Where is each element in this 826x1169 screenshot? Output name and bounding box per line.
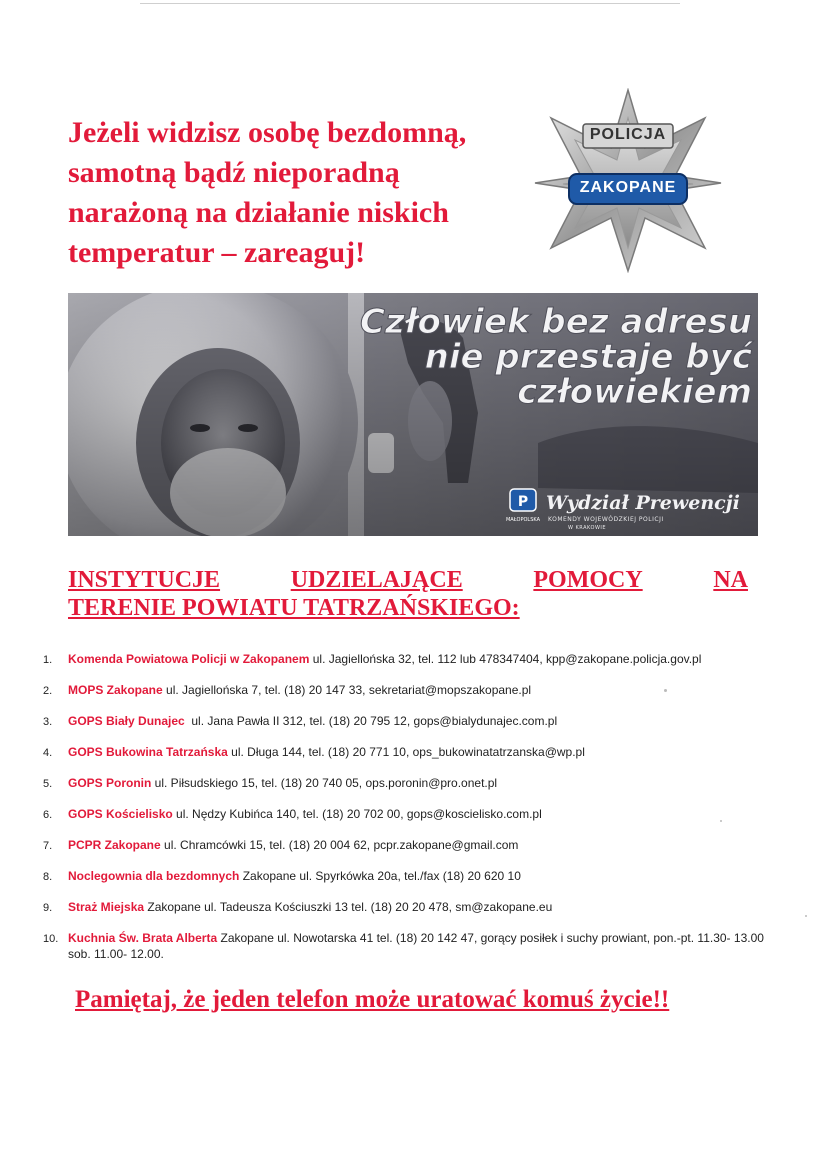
item-number: 10. <box>43 933 59 945</box>
slogan-line: nie przestaje być <box>424 337 752 377</box>
item-number: 6. <box>43 809 53 821</box>
institutions-heading <box>68 566 748 622</box>
heading-word: UDZIELAJĄCE <box>290 567 463 593</box>
item-number: 1. <box>43 654 53 666</box>
item-number: 2. <box>43 685 53 697</box>
item-number: 7. <box>43 840 53 852</box>
institution-name: Noclegownia dla bezdomnych <box>68 869 240 883</box>
list-item <box>0 682 826 698</box>
police-badge-logo <box>533 88 723 273</box>
scan-speck <box>664 689 667 692</box>
heading-word: INSTYTUCJE <box>68 567 221 593</box>
institution-details: ul. Jagiellońska 7, tel. (18) 20 147 33, sekretariat@mopszakopane.pl <box>162 683 532 697</box>
headline-line: temperatur – zareaguj! <box>68 236 366 269</box>
institution-name: Kuchnia Św. Brata Alberta <box>68 931 218 945</box>
institution-name: Komenda Powiatowa Policji w Zakopanem <box>68 652 310 666</box>
item-number: 3. <box>43 716 53 728</box>
institution-details: ul. Jagiellońska 32, tel. 112 lub 478347404, kpp@zakopane.policja.gov.pl <box>309 652 702 666</box>
institution-name: MOPS Zakopane <box>68 683 163 697</box>
headline-line: samotną bądź nieporadną <box>68 156 400 189</box>
heading-word: POMOCY <box>533 567 643 593</box>
institution-name: Straż Miejska <box>68 900 145 914</box>
banner-photo <box>68 293 758 536</box>
institution-details: ul. Piłsudskiego 15, tel. (18) 20 740 05, ops.poronin@pro.onet.pl <box>151 776 498 790</box>
top-scan-line <box>140 3 680 4</box>
institutions-list <box>0 651 826 977</box>
institution-details: ul. Nędzy Kubińca 140, tel. (18) 20 702 00, gops@koscielisko.com.pl <box>172 807 542 821</box>
prevention-dept-logo <box>506 489 541 523</box>
dept-logo-caption: MAŁOPOLSKA <box>505 517 541 523</box>
dept-sub-line: W KRAKOWIE <box>568 525 607 531</box>
institution-name: PCPR Zakopane <box>68 838 161 852</box>
item-number: 5. <box>43 778 53 790</box>
item-number: 4. <box>43 747 53 759</box>
list-item <box>0 713 826 729</box>
list-item <box>0 806 826 822</box>
item-number: 8. <box>43 871 53 883</box>
list-item <box>0 775 826 791</box>
institution-name: GOPS Kościelisko <box>68 807 173 821</box>
dept-logo-letter: P <box>517 494 529 510</box>
campaign-banner <box>68 293 758 536</box>
footer-slogan: Pamiętaj, że jeden telefon może uratować komuś życie!! <box>75 986 670 1013</box>
institution-details: Zakopane ul. Spyrkówka 20a, tel./fax (18) 20 620 10 <box>239 869 521 883</box>
list-item <box>0 837 826 853</box>
heading-word: NA <box>713 567 748 593</box>
institution-name: GOPS Bukowina Tatrzańska <box>68 745 228 759</box>
list-item <box>0 930 826 962</box>
institution-details: Zakopane ul. Tadeusza Kościuszki 13 tel. (18) 20 20 478, sm@zakopane.eu <box>144 900 553 914</box>
slogan-line: Człowiek bez adresu <box>360 302 752 342</box>
institution-details: Zakopane ul. Nowotarska 41 tel. (18) 20 142 47, gorący posiłek i suchy prowiant, pon.-pt. 11.30- 13.00 sob. 11.00- 12.00. <box>68 931 764 961</box>
list-item <box>0 899 826 915</box>
dept-sub-line: KOMENDY WOJEWÓDZKIEJ POLICJI <box>548 516 664 523</box>
list-item <box>0 651 826 667</box>
headline-line: Jeżeli widzisz osobę bezdomną, <box>68 116 467 149</box>
institution-details: ul. Długa 144, tel. (18) 20 771 10, ops_bukowinatatrzanska@wp.pl <box>227 745 585 759</box>
headline-line: narażoną na działanie niskich <box>68 196 449 229</box>
scan-speck <box>720 820 722 822</box>
headline <box>68 113 538 273</box>
heading-line-2: TERENIE POWIATU TATRZAŃSKIEGO: <box>68 595 520 621</box>
list-item <box>0 868 826 884</box>
dept-name: Wydział Prewencji <box>546 492 740 514</box>
institution-details: ul. Chramcówki 15, tel. (18) 20 004 62, pcpr.zakopane@gmail.com <box>160 838 519 852</box>
institution-name: GOPS Biały Dunajec <box>68 714 185 728</box>
slogan-line: człowiekiem <box>517 372 752 412</box>
scan-speck <box>805 915 807 917</box>
list-item <box>0 744 826 760</box>
badge-top-text: POLICJA <box>589 126 667 143</box>
institution-name: GOPS Poronin <box>68 776 152 790</box>
institution-details: ul. Jana Pawła II 312, tel. (18) 20 795 12, gops@bialydunajec.com.pl <box>184 714 558 728</box>
item-number: 9. <box>43 902 53 914</box>
badge-bottom-text: ZAKOPANE <box>579 179 677 196</box>
